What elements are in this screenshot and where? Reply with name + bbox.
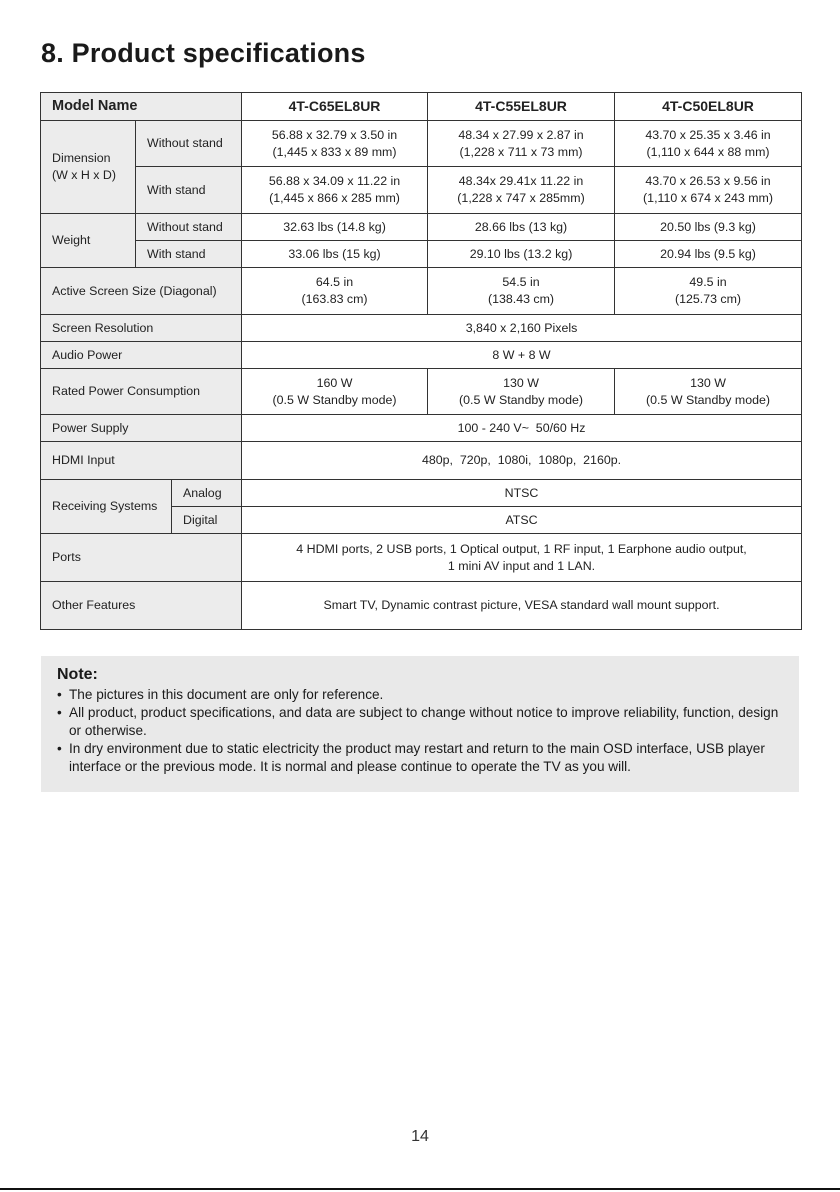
power-supply-value: 100 - 240 V~ 50/60 Hz [242, 415, 802, 442]
table-row [41, 534, 802, 582]
hdmi-input-label: HDMI Input [41, 442, 242, 480]
dimension-label: Dimension (W x H x D) [41, 121, 136, 214]
note-text: All product, product specifications, and data are subject to change without notice to improve reliability, function, design or otherwise. [69, 705, 779, 738]
model-name-label: Model Name [41, 93, 242, 121]
weight-label: Weight [41, 214, 136, 268]
table-header-row [41, 93, 802, 121]
weight-without-stand-c65: 32.63 lbs (14.8 kg) [242, 214, 428, 241]
ports-label: Ports [41, 534, 242, 582]
note-text: In dry environment due to static electricity the product may restart and return to the main OSD interface, USB player interface or the previous mode. It is normal and please continue to operate the TV as you will. [69, 741, 765, 774]
table-row [41, 121, 802, 167]
note-title: Note: [57, 666, 98, 683]
bottom-divider [0, 1188, 840, 1190]
screen-resolution-label: Screen Resolution [41, 315, 242, 342]
receiving-analog-label: Analog [172, 480, 242, 507]
audio-power-label: Audio Power [41, 342, 242, 369]
weight-with-stand-c65: 33.06 lbs (15 kg) [242, 241, 428, 268]
model-c55: 4T-C55EL8UR [428, 93, 615, 121]
page-number: 14 [411, 1128, 429, 1145]
dimension-without-stand-label: Without stand [136, 121, 242, 167]
list-item [57, 740, 785, 776]
other-features-value: Smart TV, Dynamic contrast picture, VESA standard wall mount support. [242, 582, 802, 630]
dimension-without-stand-c65: 56.88 x 32.79 x 3.50 in (1,445 x 833 x 89 mm) [242, 121, 428, 167]
list-item [57, 686, 785, 704]
screen-resolution-value: 3,840 x 2,160 Pixels [242, 315, 802, 342]
rated-power-c50: 130 W (0.5 W Standby mode) [615, 369, 802, 415]
dimension-without-stand-c55: 48.34 x 27.99 x 2.87 in (1,228 x 711 x 73 mm) [428, 121, 615, 167]
weight-with-stand-label: With stand [136, 241, 242, 268]
spec-table [40, 92, 802, 630]
bullet-icon: • [57, 741, 62, 756]
dimension-without-stand-c50: 43.70 x 25.35 x 3.46 in (1,110 x 644 x 88 mm) [615, 121, 802, 167]
receiving-digital-label: Digital [172, 507, 242, 534]
hdmi-input-value: 480p, 720p, 1080i, 1080p, 2160p. [242, 442, 802, 480]
dimension-with-stand-c55: 48.34x 29.41x 11.22 in (1,228 x 747 x 285mm) [428, 167, 615, 214]
rated-power-c55: 130 W (0.5 W Standby mode) [428, 369, 615, 415]
table-row [41, 415, 802, 442]
rated-power-c65: 160 W (0.5 W Standby mode) [242, 369, 428, 415]
table-row [41, 442, 802, 480]
table-row [41, 167, 802, 214]
weight-without-stand-c50: 20.50 lbs (9.3 kg) [615, 214, 802, 241]
list-item [57, 704, 785, 740]
dimension-with-stand-label: With stand [136, 167, 242, 214]
table-row [41, 268, 802, 315]
active-screen-label: Active Screen Size (Diagonal) [41, 268, 242, 315]
receiving-analog-value: NTSC [242, 480, 802, 507]
table-row [41, 241, 802, 268]
audio-power-value: 8 W + 8 W [242, 342, 802, 369]
bullet-icon: • [57, 705, 62, 720]
rated-power-label: Rated Power Consumption [41, 369, 242, 415]
note-list [57, 686, 785, 776]
page-title: 8. Product specifications [41, 38, 366, 68]
other-features-label: Other Features [41, 582, 242, 630]
table-row [41, 214, 802, 241]
receiving-systems-label: Receiving Systems [41, 480, 172, 534]
table-row [41, 369, 802, 415]
weight-without-stand-label: Without stand [136, 214, 242, 241]
table-row [41, 315, 802, 342]
weight-without-stand-c55: 28.66 lbs (13 kg) [428, 214, 615, 241]
active-screen-c50: 49.5 in (125.73 cm) [615, 268, 802, 315]
weight-with-stand-c50: 20.94 lbs (9.5 kg) [615, 241, 802, 268]
table-row [41, 342, 802, 369]
weight-with-stand-c55: 29.10 lbs (13.2 kg) [428, 241, 615, 268]
ports-value: 4 HDMI ports, 2 USB ports, 1 Optical output, 1 RF input, 1 Earphone audio output, 1 mini AV input and 1 LAN. [242, 534, 802, 582]
model-c65: 4T-C65EL8UR [242, 93, 428, 121]
active-screen-c55: 54.5 in (138.43 cm) [428, 268, 615, 315]
note-text: The pictures in this document are only for reference. [69, 687, 384, 702]
note-box [41, 656, 799, 792]
receiving-digital-value: ATSC [242, 507, 802, 534]
table-row [41, 582, 802, 630]
table-row [41, 480, 802, 507]
dimension-with-stand-c50: 43.70 x 26.53 x 9.56 in (1,110 x 674 x 243 mm) [615, 167, 802, 214]
model-c50: 4T-C50EL8UR [615, 93, 802, 121]
dimension-with-stand-c65: 56.88 x 34.09 x 11.22 in (1,445 x 866 x 285 mm) [242, 167, 428, 214]
active-screen-c65: 64.5 in (163.83 cm) [242, 268, 428, 315]
bullet-icon: • [57, 687, 62, 702]
power-supply-label: Power Supply [41, 415, 242, 442]
